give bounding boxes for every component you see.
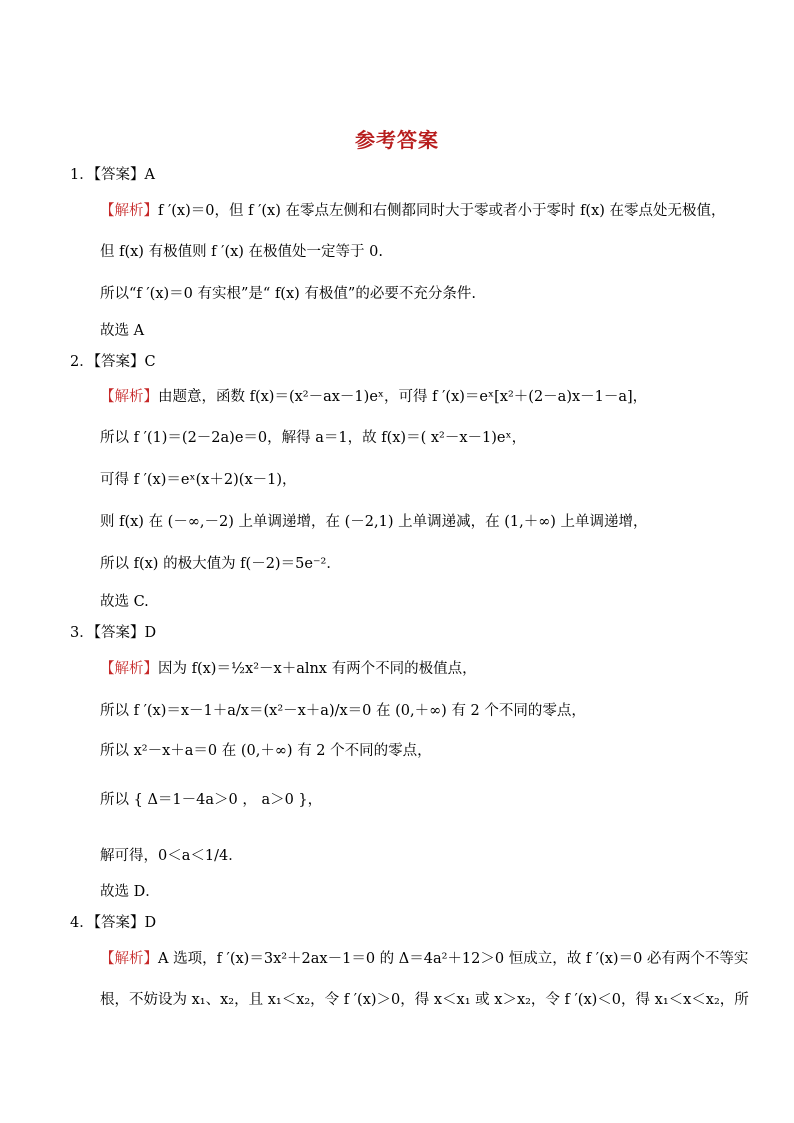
- line-text: 故选 A: [100, 323, 145, 339]
- solution-line: [100, 701, 586, 721]
- line-text: 故选 C.: [100, 594, 149, 610]
- solution-line: [100, 470, 297, 490]
- line-text: 所以 f ′(1)＝(2－2a)e＝0，解得 a＝1，故 f(x)＝( x²－x－1)eˣ，: [100, 430, 527, 446]
- page-title: 参考答案: [355, 128, 439, 152]
- line-text: 所以“f ′(x)＝0 有实根”是“ f(x) 有极值”的必要不充分条件.: [100, 286, 476, 302]
- solution-line: [100, 321, 144, 341]
- line-text: 2．【答案】C: [70, 354, 156, 370]
- solution-line: [100, 201, 726, 221]
- answer-heading: [70, 623, 156, 643]
- analysis-label: 【解析】: [100, 951, 158, 967]
- line-text: 则 f(x) 在 (－∞,－2) 上单调递增，在 (－2,1) 上单调递减，在 (1,＋∞) 上单调递增，: [100, 514, 648, 530]
- line-text: f ′(x)＝0，但 f ′(x) 在零点左侧和右侧都同时大于零或者小于零时 f(x) 在零点处无极值，: [158, 203, 726, 219]
- line-text: 所以 { Δ＝1－4a＞0 ， a＞0 }，: [100, 792, 323, 808]
- solution-line: [100, 846, 243, 866]
- solution-line: [100, 990, 749, 1010]
- analysis-label: 【解析】: [100, 389, 158, 405]
- solution-line: [100, 659, 477, 679]
- line-text: 所以 f(x) 的极大值为 f(－2)＝5e⁻²．: [100, 556, 341, 572]
- line-text: 因为 f(x)＝½x²－x＋alnx 有两个不同的极值点，: [158, 661, 477, 677]
- solution-line: [100, 512, 648, 532]
- solution-line: [100, 242, 383, 262]
- answer-heading: [70, 165, 155, 185]
- solution-line: [100, 790, 322, 810]
- analysis-label: 【解析】: [100, 661, 158, 677]
- line-text: 1．【答案】A: [70, 167, 155, 183]
- line-text: 所以 x²－x＋a＝0 在 (0,＋∞) 有 2 个不同的零点，: [100, 743, 432, 759]
- line-text: A 选项，f ′(x)＝3x²＋2ax－1＝0 的 Δ＝4a²＋12＞0 恒成立，故 f ′(x)＝0 必有两个不等实: [158, 951, 749, 967]
- analysis-label: 【解析】: [100, 203, 158, 219]
- line-text: 可得 f ′(x)＝eˣ(x＋2)(x－1)，: [100, 472, 297, 488]
- solution-line: [100, 592, 149, 612]
- solution-line: [100, 387, 647, 407]
- answer-heading: [70, 352, 156, 372]
- solution-line: [100, 882, 160, 902]
- line-text: 由题意，函数 f(x)＝(x²－ax－1)eˣ，可得 f ′(x)＝eˣ[x²＋(2－a)x－1－a]，: [158, 389, 648, 405]
- line-text: 所以 f ′(x)＝x－1＋a/x＝(x²－x＋a)/x＝0 在 (0,＋∞) 有 2 个不同的零点，: [100, 703, 586, 719]
- solution-line: [100, 284, 476, 304]
- solution-line: [100, 949, 748, 969]
- line-text: 3．【答案】D: [70, 625, 157, 641]
- line-text: 根，不妨设为 x₁、x₂，且 x₁＜x₂，令 f ′(x)＞0，得 x＜x₁ 或 x＞x₂，令 f ′(x)＜0，得 x₁＜x＜x₂，所: [100, 992, 749, 1008]
- solution-line: [100, 741, 432, 761]
- line-text: 故选 D．: [100, 884, 160, 900]
- solution-line: [100, 554, 341, 574]
- line-text: 4．【答案】D: [70, 915, 157, 931]
- line-text: 但 f(x) 有极值则 f ′(x) 在极值处一定等于 0.: [100, 244, 383, 260]
- line-text: 解可得，0＜a＜1/4．: [100, 848, 243, 864]
- answer-heading: [70, 913, 156, 933]
- solution-line: [100, 428, 526, 448]
